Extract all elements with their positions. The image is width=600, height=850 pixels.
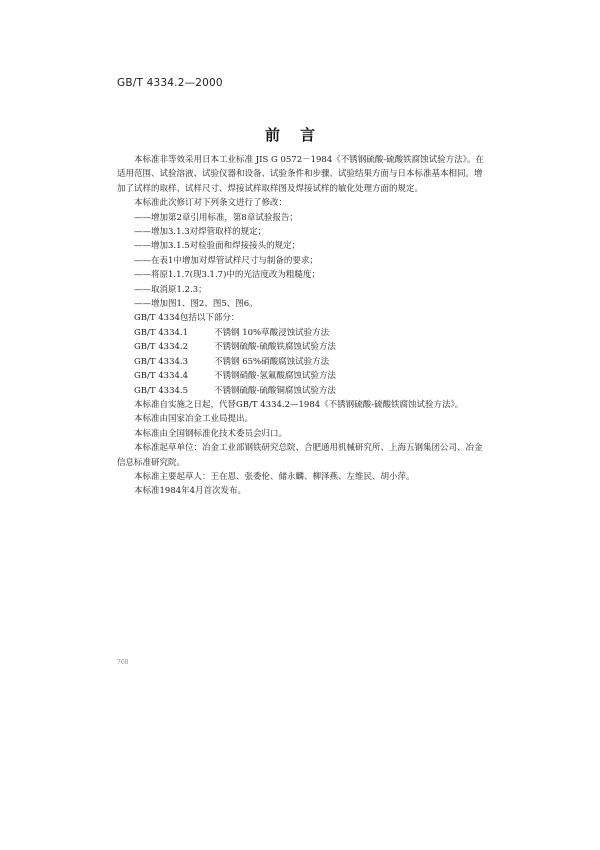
part-name: 不锈钢硝酸-氢氟酸腐蚀试验方法 bbox=[214, 371, 336, 382]
change-item: ——将原1.1.7(现3.1.7)中的光洁度改为粗糙度； bbox=[134, 270, 320, 281]
paragraph-replaces: 本标准自实施之日起，代替GB/T 4334.2—1984《不锈钢硫酸-硫酸铁腐蚀试验方法》。 bbox=[134, 399, 464, 410]
paragraph-under-jurisdiction: 本标准由全国钢标准化技术委员会归口。 bbox=[134, 428, 288, 439]
part-code: GB/T 4334.1 bbox=[134, 327, 189, 338]
change-item: ——增加3.1.5对检验面和焊接接头的规定； bbox=[134, 241, 301, 252]
part-name: 不锈钢硫酸-硫酸铁腐蚀试验方法 bbox=[214, 342, 336, 353]
part-code: GB/T 4334.4 bbox=[134, 371, 189, 382]
part-row bbox=[117, 369, 485, 383]
part-row bbox=[117, 326, 485, 340]
part-code: GB/T 4334.5 bbox=[134, 385, 189, 396]
paragraph-drafters: 本标准主要起草人：王在恩、张委伦、储永麟、柳泽燕、左维民、胡小萍。 bbox=[134, 471, 415, 482]
paragraph-parts-intro: GB/T 4334包括以下部分： bbox=[134, 313, 240, 324]
change-item: ——取消原1.2.3； bbox=[134, 284, 207, 295]
paragraph-proposed-by: 本标准由国家冶金工业局提出。 bbox=[134, 414, 254, 425]
paragraph-drafting-units: 本标准起草单位：冶金工业部钢铁研究总院、合肥通用机械研究所、上海五钢集团公司、冶金信息标准研究院。 bbox=[117, 443, 483, 468]
paragraph-revision-intro: 本标准此次修订对下列条文进行了修改： bbox=[134, 198, 288, 209]
part-row bbox=[117, 384, 485, 398]
standard-number: GB/T 4334.2—2000 bbox=[117, 77, 223, 89]
change-item: ——在表1中增加对焊管试样尺寸与制备的要求； bbox=[134, 255, 318, 266]
part-name: 不锈钢 10%草酸浸蚀试验方法 bbox=[214, 327, 330, 338]
change-item: ——增加第2章引用标准，第8章试验报告； bbox=[134, 212, 298, 223]
part-row bbox=[117, 355, 485, 369]
change-item: ——增加图1、图2、图5、图6。 bbox=[134, 299, 258, 310]
part-code: GB/T 4334.3 bbox=[134, 356, 189, 367]
preface-body bbox=[117, 153, 485, 499]
part-name: 不锈钢硫酸-硫酸铜腐蚀试验方法 bbox=[214, 385, 336, 396]
part-row bbox=[117, 340, 485, 354]
part-code: GB/T 4334.2 bbox=[134, 342, 189, 353]
change-item: ——增加3.1.3对焊管取样的规定； bbox=[134, 227, 267, 238]
paragraph-adoption: 本标准非等效采用日本工业标准 JIS G 0572－1984《不锈钢硫酸-硫酸铁腐蚀试验方法》。在适用范围、试验溶液、试验仪器和设备、试验条件和步骤、试验结果方面与日本标准基本相同。增加了试样的取样、试样尺寸、焊接试样取样图及焊接试样的敏化处理方面的规定。 bbox=[117, 155, 484, 194]
page-number: 768 bbox=[117, 659, 129, 666]
part-name: 不锈钢 65%硝酸腐蚀试验方法 bbox=[214, 356, 330, 367]
page-title: 前言 bbox=[264, 126, 335, 144]
paragraph-first-issue: 本标准1984年4月首次发布。 bbox=[134, 486, 247, 497]
